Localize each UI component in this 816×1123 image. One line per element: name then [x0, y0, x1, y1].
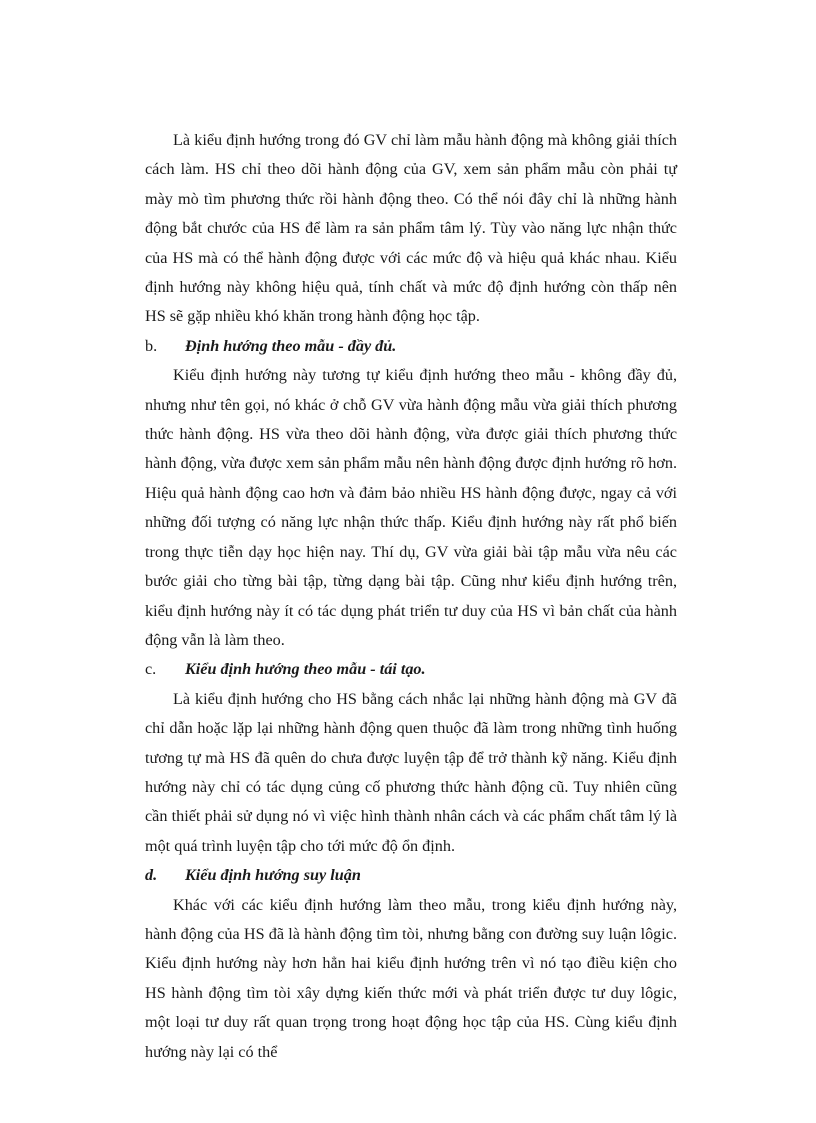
section-title: Kiểu định hướng suy luận — [185, 866, 361, 885]
section-heading-c — [145, 655, 677, 684]
section-marker: d. — [145, 866, 158, 885]
section-heading-b — [145, 332, 677, 361]
paragraph-intro: Là kiểu định hướng trong đó GV chỉ làm mẫu hành động mà không giải thích cách làm. HS chỉ theo dõi hành động của GV, xem sản phẩm mẫu còn phải tự mày mò tìm phương thức rồi hành động theo. Có thể nói đây chỉ là những hành động bắt chước của HS để làm ra sản phẩm tâm lý. Tùy vào năng lực nhận thức của HS mà có thể hành động được với các mức độ và hiệu quả khác nhau. Kiểu định hướng này không hiệu quả, tính chất và mức độ định hướng còn thấp nên HS sẽ gặp nhiều khó khăn trong hành động học tập. — [145, 131, 677, 326]
paragraph-b: Kiểu định hướng này tương tự kiểu định hướng theo mẫu - không đầy đủ, nhưng như tên gọi, nó khác ở chỗ GV vừa hành động mẫu vừa giải thích phương thức hành động. HS vừa theo dõi hành động, vừa được giải thích phương thức hành động, vừa được xem sản phẩm mẫu nên hành động được định hướng rõ hơn. Hiệu quả hành động cao hơn và đảm bảo nhiều HS hành động được, ngay cả với những đối tượng có năng lực nhận thức thấp. Kiểu định hướng này rất phổ biến trong thực tiễn dạy học hiện nay. Thí dụ, GV vừa giải bài tập mẫu vừa nêu các bước giải cho từng bài tập, từng dạng bài tập. Cũng như kiểu định hướng trên, kiểu định hướng này ít có tác dụng phát triển tư duy của HS vì bản chất của hành động vẫn là làm theo. — [145, 366, 677, 649]
section-marker: c. — [145, 660, 157, 679]
section-title: Định hướng theo mẫu - đầy đủ. — [185, 336, 397, 355]
section-heading-d — [145, 861, 677, 890]
section-marker: b. — [145, 336, 158, 355]
paragraph-d: Khác với các kiểu định hướng làm theo mẫu, trong kiểu định hướng này, hành động của HS đã là hành động tìm tòi, nhưng bằng con đường suy luận lôgic. Kiểu định hướng này hơn hẳn hai kiểu định hướng trên vì nó tạo điều kiện cho HS hành động tìm tòi xây dựng kiến thức mới và phát triển được tư duy lôgic, một loại tư duy rất quan trọng trong hoạt động học tập của HS. Cùng kiểu định hướng này lại có thể — [145, 895, 677, 1061]
section-title: Kiểu định hướng theo mẫu - tái tạo. — [185, 660, 426, 679]
document-page — [145, 126, 677, 1067]
paragraph-c: Là kiểu định hướng cho HS bằng cách nhắc lại những hành động mà GV đã chỉ dẫn hoặc lặp lại những hành động quen thuộc đã làm trong những tình huống tương tự mà HS đã quên do chưa được luyện tập để trở thành kỹ năng. Kiểu định hướng này chỉ có tác dụng củng cố phương thức hành động cũ. Tuy nhiên cũng cần thiết phải sử dụng nó vì việc hình thành nhân cách và các phẩm chất tâm lý là một quá trình luyện tập cho tới mức độ ổn định. — [145, 689, 677, 855]
